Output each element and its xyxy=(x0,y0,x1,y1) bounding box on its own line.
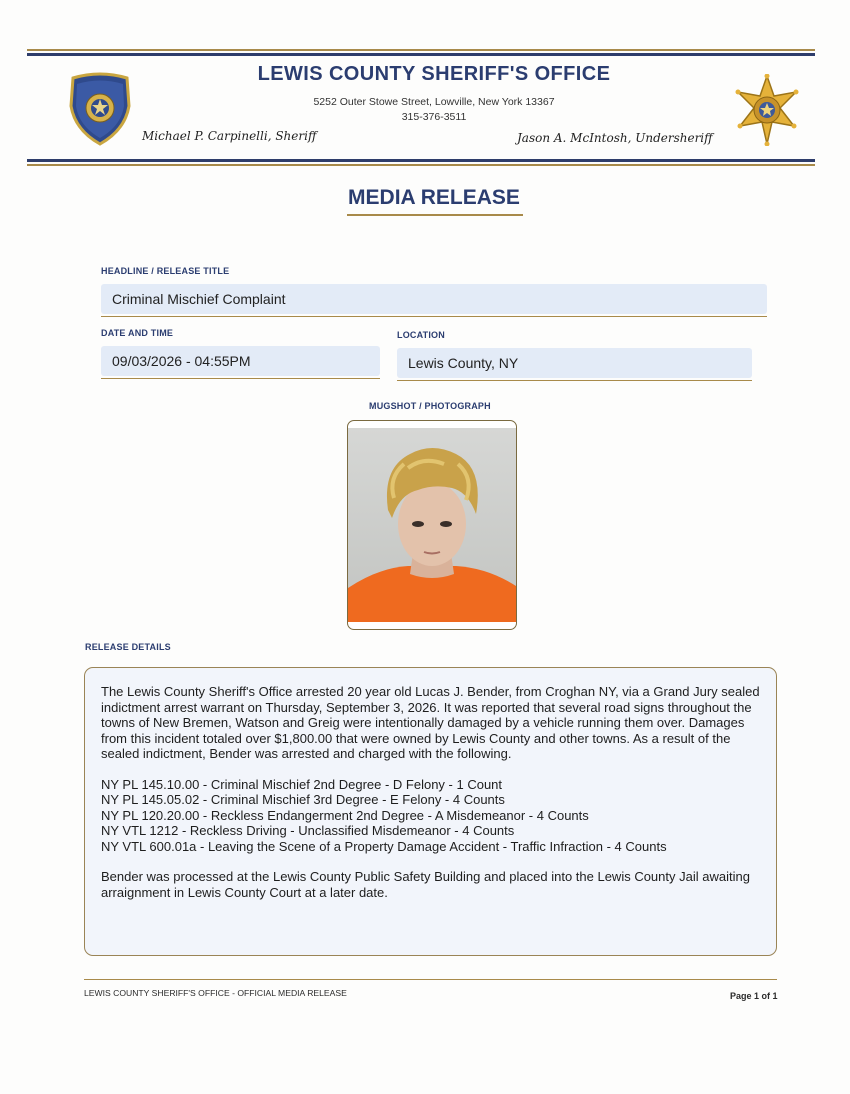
charge-item: NY VTL 600.01a - Leaving the Scene of a Property Damage Accident - Traffic Infraction - 4 Counts xyxy=(101,838,667,854)
location-field xyxy=(397,348,752,378)
date-time-field xyxy=(101,346,380,376)
page-number: Page 1 of 1 xyxy=(730,991,778,1001)
header-top-rule-gold xyxy=(27,49,815,51)
details-paragraph-intro: The Lewis County Sheriff's Office arrested 20 year old Lucas J. Bender, from Croghan NY, via a Grand Jury sealed indictment arrest warrant on Thursday, September 3, 2026. It was reported that several road signs throughout the towns of New Bremen, Watson and Greig were intentionally damaged by a vehicle running them over. Damages from this incident totaled over $1,800.00 that were owned by Lewis County and other towns. As a result of the sealed indictment, Bender was arrested and charged with the following. xyxy=(101,684,760,761)
mugshot-photo xyxy=(348,428,516,622)
mugshot-label: MUGSHOT / PHOTOGRAPH xyxy=(369,401,491,411)
location-value: Lewis County, NY xyxy=(408,355,519,371)
org-phone: 315-376-3511 xyxy=(401,111,467,123)
charge-item: NY PL 120.20.00 - Reckless Endangerment 2nd Degree - A Misdemeanor - 4 Counts xyxy=(101,807,589,823)
sheriff-star-badge xyxy=(732,74,802,146)
charge-item: NY PL 145.05.02 - Criminal Mischief 3rd Degree - E Felony - 4 Counts xyxy=(101,792,505,807)
charge-item: NY PL 145.10.00 - Criminal Mischief 2nd Degree - D Felony - 1 Count xyxy=(101,776,503,792)
header-bottom-rule-navy xyxy=(27,159,815,162)
date-time-value: 09/03/2026 - 04:55PM xyxy=(112,353,251,369)
headline-field xyxy=(101,284,767,314)
date-time-label: DATE AND TIME xyxy=(101,328,174,338)
org-name: LEWIS COUNTY SHERIFF'S OFFICE xyxy=(257,63,611,85)
document-title-underline xyxy=(347,214,523,216)
document-title: MEDIA RELEASE xyxy=(348,186,520,209)
org-address: 5252 Outer Stowe Street, Lowville, New York 13367 xyxy=(313,96,555,108)
undersheriff-name: Jason A. McIntosh, Undersheriff xyxy=(517,131,713,145)
details-paragraph-closing: Bender was processed at the Lewis County Public Safety Building and placed into the Lewis County Jail awaiting arraignment in Lewis County Court at a later date. xyxy=(101,869,750,900)
release-details-body xyxy=(101,684,766,900)
location-label: LOCATION xyxy=(397,330,445,340)
date-time-underline xyxy=(101,378,380,379)
footer-rule xyxy=(84,979,777,980)
headline-label: HEADLINE / RELEASE TITLE xyxy=(101,266,230,276)
headline-value: Criminal Mischief Complaint xyxy=(112,291,286,307)
header-bottom-rule-gold xyxy=(27,164,815,166)
header-top-rule-navy xyxy=(27,53,815,56)
footer-org-text: LEWIS COUNTY SHERIFF'S OFFICE - OFFICIAL MEDIA RELEASE xyxy=(84,988,347,998)
location-underline xyxy=(397,380,752,381)
release-details-label: RELEASE DETAILS xyxy=(85,642,171,652)
charge-item: NY VTL 1212 - Reckless Driving - Unclassified Misdemeanor - 4 Counts xyxy=(101,823,515,838)
headline-underline xyxy=(101,316,767,317)
sheriff-name: Michael P. Carpinelli, Sheriff xyxy=(142,129,317,143)
